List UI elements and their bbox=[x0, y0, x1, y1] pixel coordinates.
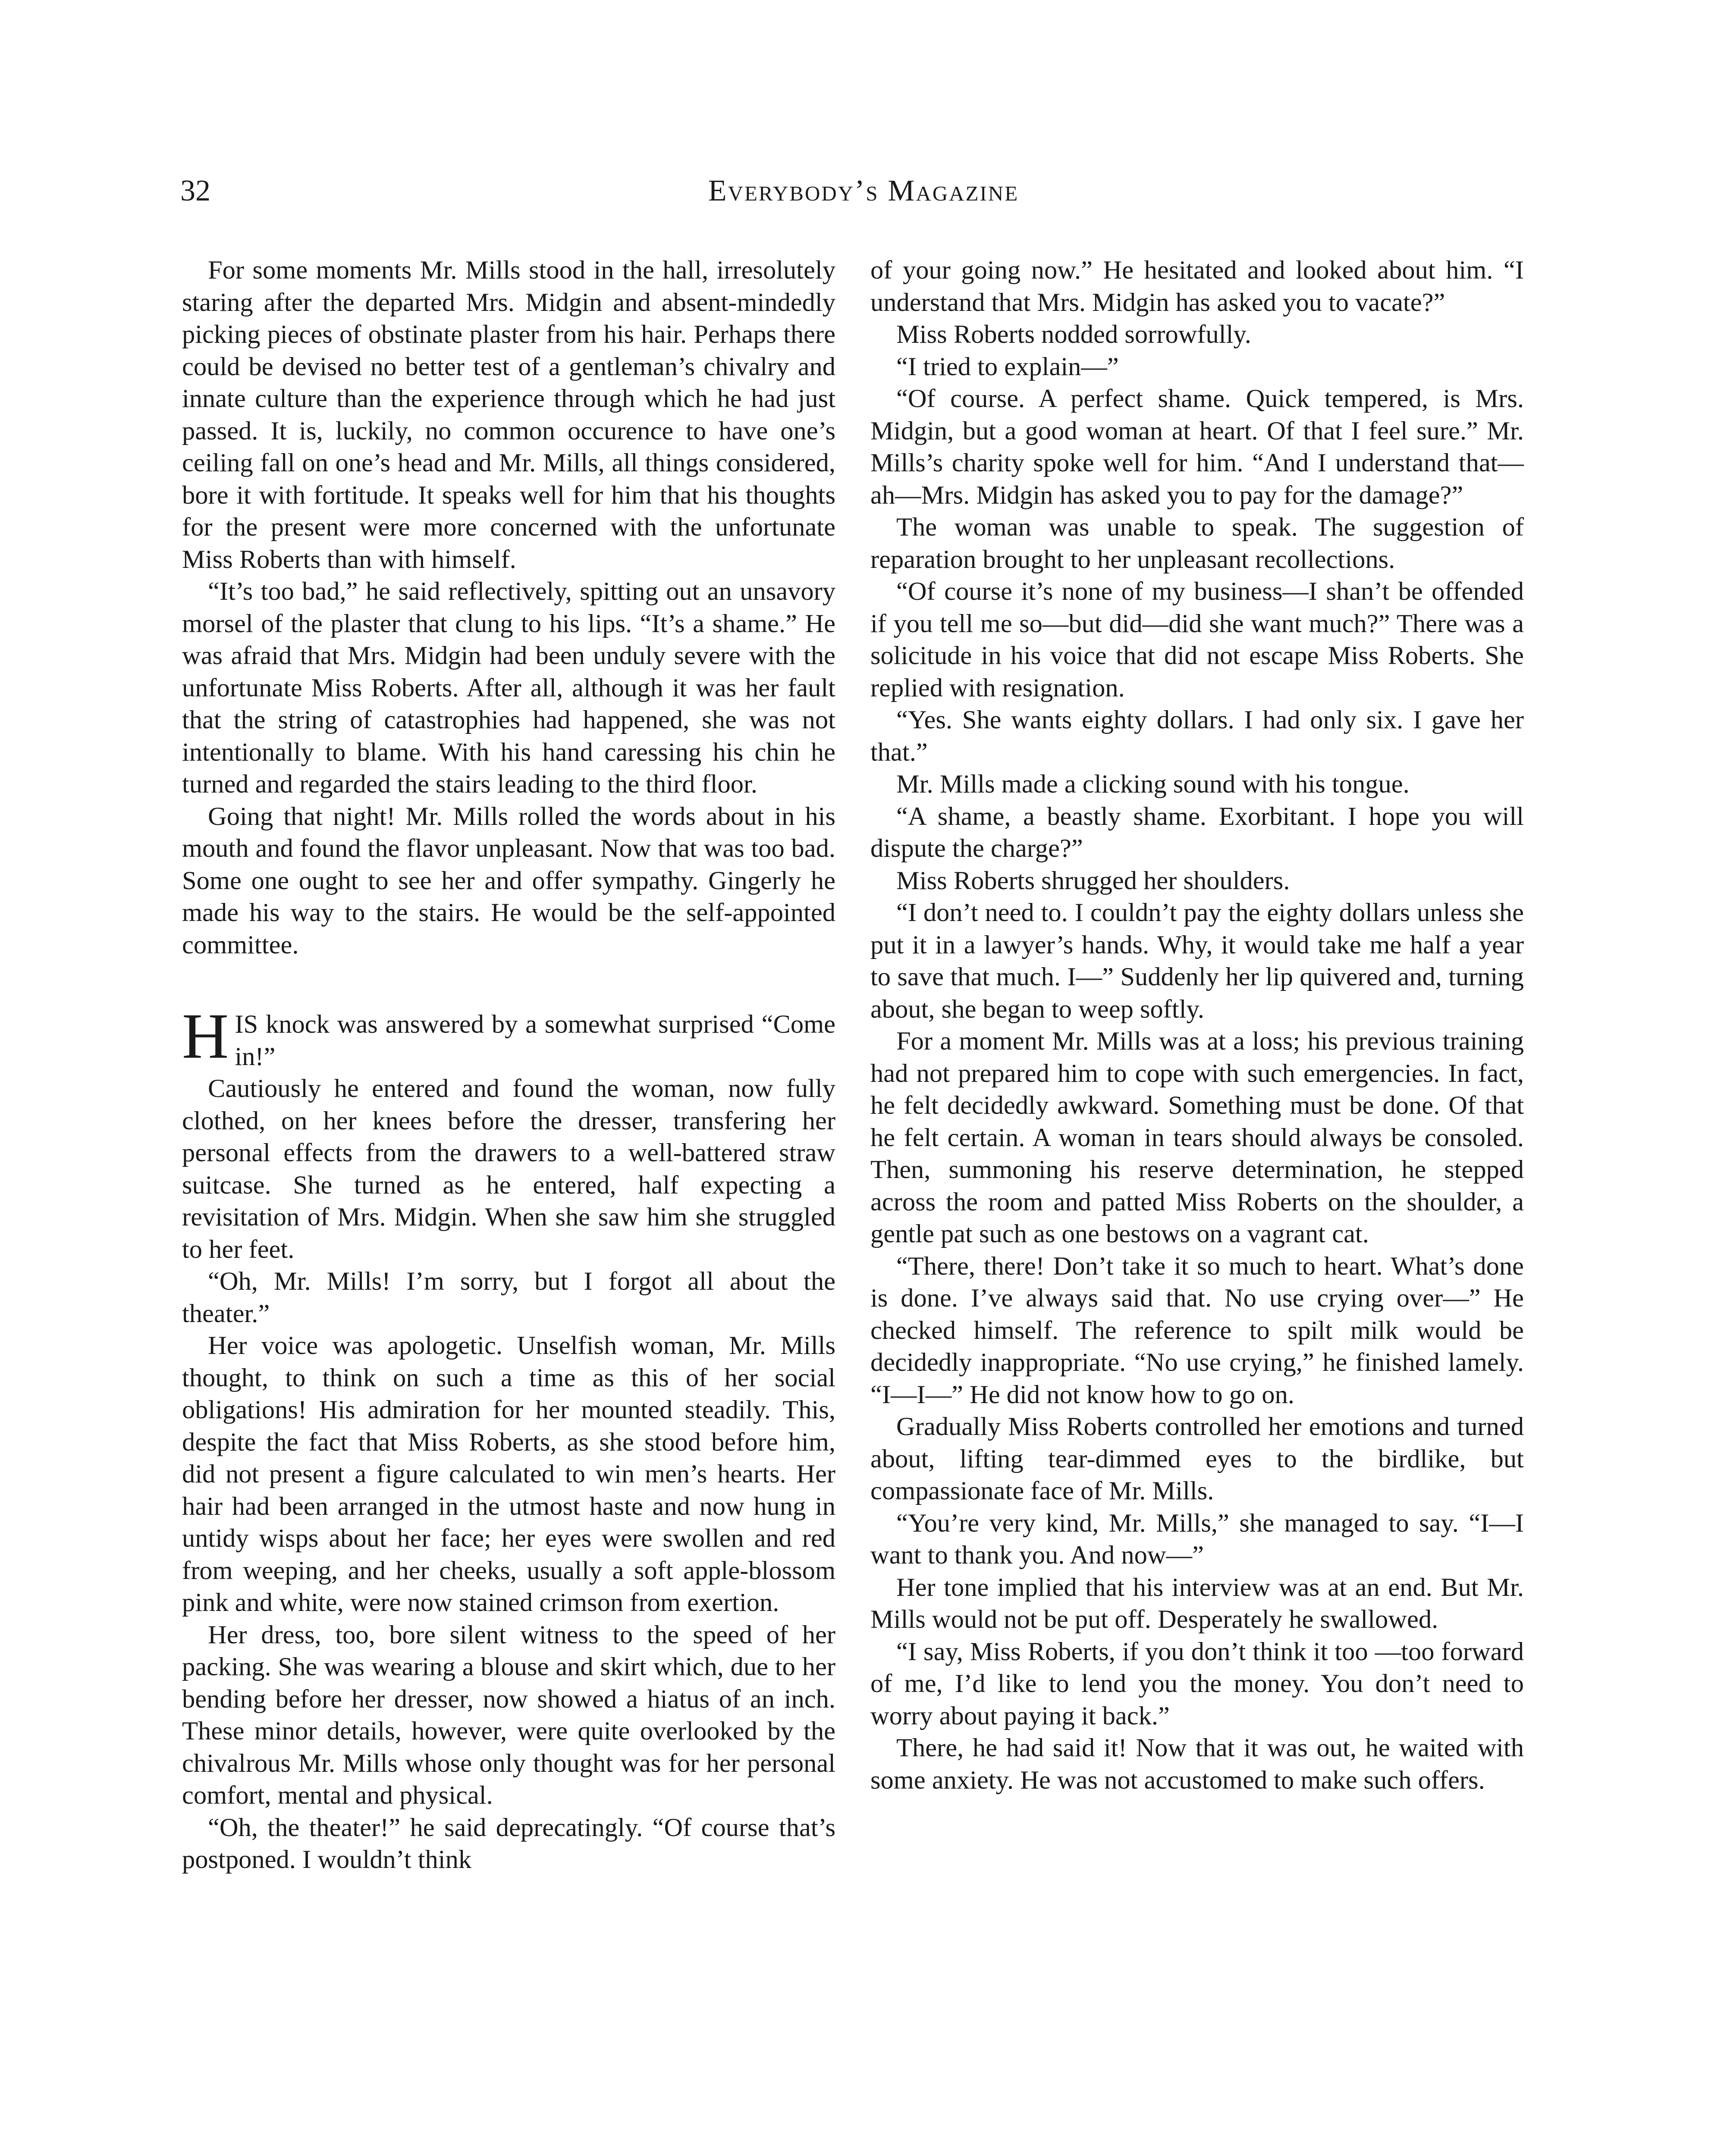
continued-paragraph: of your going now.” He hesitated and looked about him. “I understand that Mrs. Midgin has asked you to vacate?” bbox=[870, 256, 1524, 317]
section-opening-text: IS knock was answered by a somewhat surprised “Come in!” bbox=[235, 1010, 835, 1071]
paragraph: Her tone implied that his interview was at an end. But Mr. Mills would not be put off. Desperately he swallowed. bbox=[870, 1573, 1524, 1634]
paragraph: “Oh, the theater!” he said deprecatingly. “Of course that’s postponed. I wouldn’t think bbox=[182, 1813, 835, 1874]
paragraph: Going that night! Mr. Mills rolled the words about in his mouth and found the flavor unpleasant. Now that was too bad. Some one ought to see her and offer sympathy. Gingerly he made his way to the stairs. He would be the self-appointed committee. bbox=[182, 802, 835, 959]
paragraph: “Of course. A perfect shame. Quick tempered, is Mrs. Midgin, but a good woman at heart. Of that I feel sure.” Mr. Mills’s charity spoke well for him. “And I understand that—ah—Mrs. Midgin has asked you to pay for the damage?” bbox=[870, 384, 1524, 510]
paragraph: “Of course it’s none of my business—I shan’t be offended if you tell me so—but did—did she want much?” There was a solicitude in his voice that did not escape Miss Roberts. She replied with resignation. bbox=[870, 577, 1524, 702]
left-column bbox=[182, 254, 835, 1876]
paragraph: “You’re very kind, Mr. Mills,” she managed to say. “I—I want to thank you. And now—” bbox=[870, 1508, 1524, 1570]
paragraph: Mr. Mills made a clicking sound with his tongue. bbox=[896, 770, 1410, 799]
paragraph: Her dress, too, bore silent witness to the speed of her packing. She was wearing a blouse and skirt which, due to her bending before her dresser, now showed a hiatus of an inch. These minor details, however, were quite overlooked by the chivalrous Mr. Mills whose only thought was for her personal comfort, mental and physical. bbox=[182, 1620, 835, 1810]
paragraph: Her voice was apologetic. Unselfish woman, Mr. Mills thought, to think on such a time as this of her social obligations! His admiration for her mounted steadily. This, despite the fact that Miss Roberts, as she stood before him, did not present a figure calculated to win men’s hearts. Her hair had been arranged in the utmost haste and now hung in untidy wisps about her face; her eyes were swollen and red from weeping, and her cheeks, usually a soft apple-blossom pink and white, were now stained crimson from exertion. bbox=[182, 1331, 835, 1617]
running-title: Everybody’s Magazine bbox=[708, 174, 1019, 207]
paragraph: For a moment Mr. Mills was at a loss; his previous training had not prepared him to cope with such emergencies. In fact, he felt decidedly awkward. Something must be done. Of that he felt certain. A woman in tears should always be consoled. Then, summoning his reserve determination, he stepped across the room and patted Miss Roberts on the shoulder, a gentle pat such as one bestows on a vagrant cat. bbox=[870, 1027, 1524, 1248]
paragraph: The woman was unable to speak. The suggestion of reparation brought to her unpleasant recollections. bbox=[870, 513, 1524, 574]
section-opening-paragraph bbox=[182, 1000, 835, 1073]
paragraph: Gradually Miss Roberts controlled her emotions and turned about, lifting tear-dimmed eyes to the birdlike, but compassionate face of Mr. Mills. bbox=[870, 1412, 1524, 1505]
paragraph: Miss Roberts shrugged her shoulders. bbox=[896, 866, 1290, 895]
paragraph: “Yes. She wants eighty dollars. I had only six. I gave her that.” bbox=[870, 705, 1524, 767]
paragraph: Miss Roberts nodded sorrowfully. bbox=[896, 320, 1251, 349]
paragraph: There, he had said it! Now that it was out, he waited with some anxiety. He was not accustomed to make such offers. bbox=[870, 1733, 1524, 1795]
right-column bbox=[870, 254, 1524, 1796]
drop-cap: H bbox=[182, 1000, 229, 1072]
paragraph: “It’s too bad,” he said reflectively, spitting out an unsavory morsel of the plaster that clung to his lips. “It’s a shame.” He was afraid that Mrs. Midgin had been unduly severe with the unfortunate Miss Roberts. After all, although it was her fault that the string of catastrophies had happened, she was not intentionally to blame. With his hand caressing his chin he turned and regarded the stairs leading to the third floor. bbox=[182, 577, 835, 799]
paragraph: Cautiously he entered and found the woman, now fully clothed, on her knees before the dresser, transfering her personal effects from the drawers to a well-battered straw suitcase. She turned as he entered, half expecting a revisitation of Mrs. Midgin. When she saw him she struggled to her feet. bbox=[182, 1074, 835, 1264]
paragraph: “I say, Miss Roberts, if you don’t think it too —too forward of me, I’d like to lend you the money. You don’t need to worry about paying it back.” bbox=[870, 1637, 1524, 1730]
page-number: 32 bbox=[180, 174, 210, 207]
paragraph: “A shame, a beastly shame. Exorbitant. I hope you will dispute the charge?” bbox=[870, 802, 1524, 863]
paragraph: “I don’t need to. I couldn’t pay the eighty dollars unless she put it in a lawyer’s hands. Why, it would take me half a year to save that much. I—” Suddenly her lip quivered and, turning about, she began to weep softly. bbox=[870, 898, 1524, 1024]
paragraph: “I tried to explain—” bbox=[896, 352, 1119, 381]
paragraph: “Oh, Mr. Mills! I’m sorry, but I forgot all about the theater.” bbox=[182, 1267, 835, 1328]
paragraph: “There, there! Don’t take it so much to heart. What’s done is done. I’ve always said that. No use crying over—” He checked himself. The reference to spilt milk would be decidedly inappropriate. “No use crying,” he finished lamely. “I—I—” He did not know how to go on. bbox=[870, 1251, 1524, 1409]
paragraph: For some moments Mr. Mills stood in the hall, irresolutely staring after the departed Mrs. Midgin and absent-mindedly picking pieces of obstinate plaster from his hair. Perhaps there could be devised no better test of a gentleman’s chivalry and innate culture than the experience through which he had just passed. It is, luckily, no common occurence to have one’s ceiling fall on one’s head and Mr. Mills, all things considered, bore it with fortitude. It speaks well for him that his thoughts for the present were more concerned with the unfortunate Miss Roberts than with himself. bbox=[182, 256, 835, 574]
